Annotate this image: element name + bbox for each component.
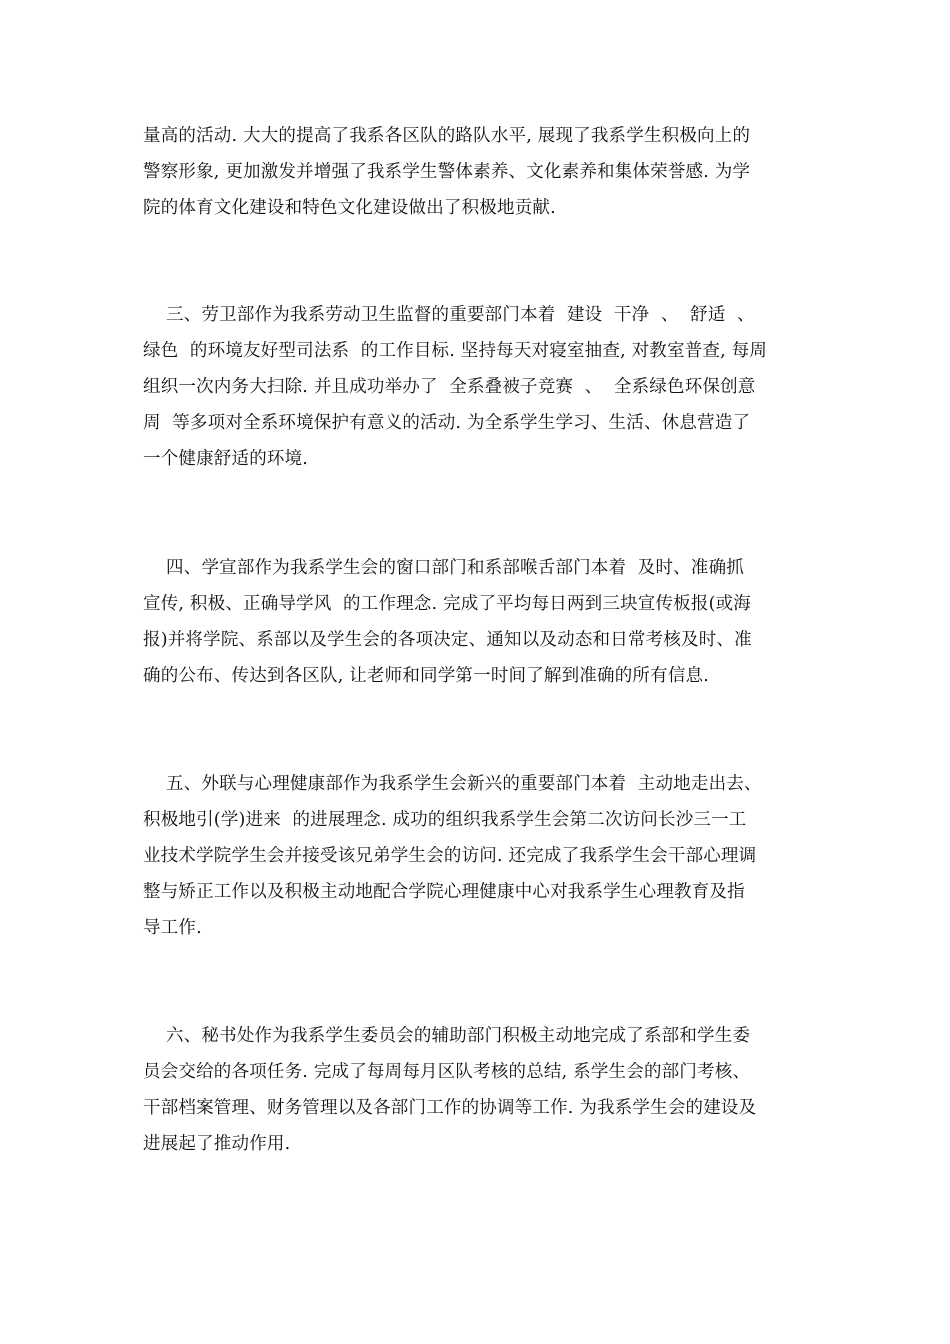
- text-line: 量高的活动. 大大的提高了我系各区队的路队水平, 展现了我系学生积极向上的: [143, 126, 751, 146]
- paragraph-labor-hygiene-dept: [143, 297, 811, 477]
- text-line: 干部档案管理、财务管理以及各部门工作的协调等工作. 为我系学生会的建设及: [143, 1098, 757, 1118]
- text-line: 组织一次内务大扫除. 并且成功举办了 全系叠被子竞赛 、 全系绿色环保创意: [143, 377, 756, 397]
- text-line: 宣传, 积极、正确导学风 的工作理念. 完成了平均每日两到三块宣传板报(或海: [143, 594, 752, 614]
- text-line: 确的公布、传达到各区队, 让老师和同学第一时间了解到准确的所有信息.: [143, 666, 709, 686]
- text-line: 周 等多项对全系环境保护有意义的活动. 为全系学生学习、生活、休息营造了: [143, 413, 751, 433]
- text-line: 报)并将学院、系部以及学生会的各项决定、通知以及动态和日常考核及时、准: [143, 630, 752, 650]
- paragraph-liaison-mental-health-dept: [143, 766, 811, 946]
- paragraph-secretariat: [143, 1018, 811, 1162]
- text-line: 警察形象, 更加激发并增强了我系学生警体素养、文化素养和集体荣誉感. 为学: [143, 162, 751, 182]
- text-line: 导工作.: [143, 918, 202, 938]
- text-line: 业技术学院学生会并接受该兄弟学生会的访问. 还完成了我系学生会干部心理调: [143, 846, 757, 866]
- text-line: 院的体育文化建设和特色文化建设做出了积极地贡献.: [143, 198, 556, 218]
- text-line: 四、学宣部作为我系学生会的窗口部门和系部喉舌部门本着 及时、准确抓: [143, 558, 744, 578]
- text-line: 整与矫正工作以及积极主动地配合学院心理健康中心对我系学生心理教育及指: [143, 882, 745, 902]
- paragraph-continuation: [143, 118, 811, 226]
- text-line: 积极地引(学)进来 的进展理念. 成功的组织我系学生会第二次访问长沙三一工: [143, 810, 747, 830]
- paragraph-publicity-dept: [143, 550, 811, 694]
- text-line: 一个健康舒适的环境.: [143, 449, 309, 469]
- text-line: 三、劳卫部作为我系劳动卫生监督的重要部门本着 建设 干净 、 舒适 、: [143, 305, 755, 325]
- text-line: 五、外联与心理健康部作为我系学生会新兴的重要部门本着 主动地走出去、: [143, 774, 762, 794]
- text-line: 进展起了推动作用.: [143, 1134, 291, 1154]
- text-line: 绿色 的环境友好型司法系 的工作目标. 坚持每天对寝室抽查, 对教室普查, 每周: [143, 341, 768, 361]
- text-line: 员会交给的各项任务. 完成了每周每月区队考核的总结, 系学生会的部门考核、: [143, 1062, 751, 1082]
- text-line: 六、秘书处作为我系学生委员会的辅助部门积极主动地完成了系部和学生委: [143, 1026, 751, 1046]
